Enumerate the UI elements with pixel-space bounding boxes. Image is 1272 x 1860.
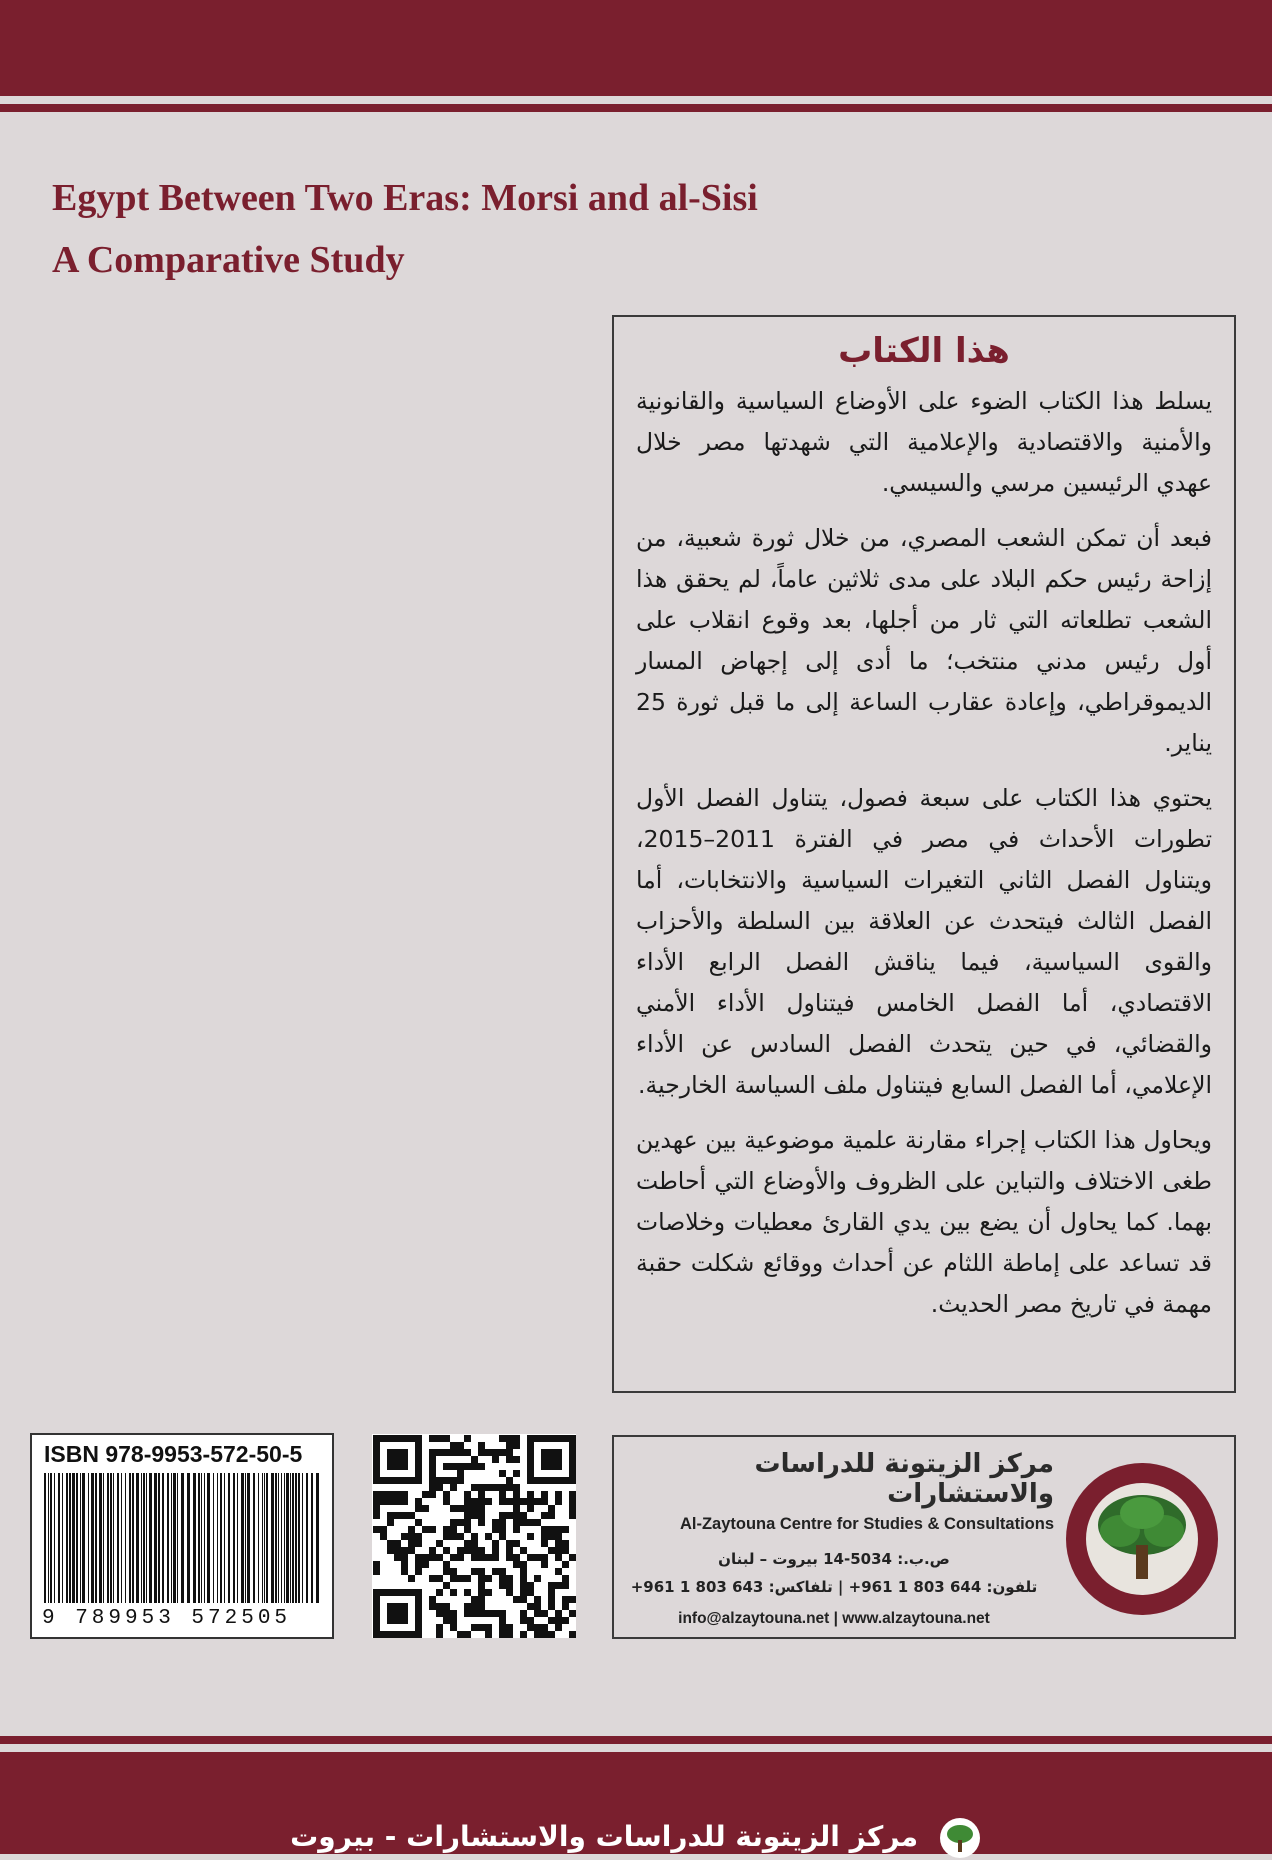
publisher-address: ص.ب.: 5034-14 بيروت – لبنان	[718, 1550, 950, 1568]
barcode-digits: 9 789953 572505	[42, 1607, 292, 1630]
footer-logo-icon	[938, 1816, 982, 1860]
top-color-band	[0, 0, 1272, 96]
about-paragraph: ويحاول هذا الكتاب إجراء مقارنة علمية موضوعية بين عهدين طغى الاختلاف والتباين على الظروف والأوضاع التي أحاطت بهما. كما يحاول أن يضع بين يدي القارئ معطيات وخلاصات قد تساعد على إماطة اللثام عن أحداث ووقائع شكلت حقبة مهمة في تاريخ مصر الحديث.	[636, 1126, 1212, 1318]
about-book-box	[612, 315, 1236, 1393]
isbn-label: ISBN 978-9953-572-50-5	[44, 1441, 303, 1467]
zaytouna-logo-icon	[1062, 1459, 1222, 1619]
publisher-name-arabic: مركز الزيتونة للدراسات والاستشارات	[754, 1449, 1054, 1509]
publisher-name-english: Al-Zaytouna Centre for Studies & Consultations	[679, 1515, 1054, 1533]
bottom-divider-line	[0, 1736, 1272, 1744]
about-paragraph: يسلط هذا الكتاب الضوء على الأوضاع السياسية والقانونية والأمنية والاقتصادية والإعلامية التي شهدتها مصر خلال عهدي الرئيسين مرسي والسيسي.	[636, 387, 1212, 497]
publisher-web: info@alzaytouna.net | www.alzaytouna.net	[678, 1610, 990, 1627]
top-divider-line	[0, 104, 1272, 112]
about-paragraph: يحتوي هذا الكتاب على سبعة فصول، يتناول الفصل الأول تطورات الأحداث في مصر في الفترة 2011–2015، ويتناول الفصل الثاني التغيرات السياسية والانتخابات، أما الفصل الثالث فيتحدث عن العلاقة بين السلطة والأحزاب والقوى السياسية، فيما يناقش الفصل الرابع الأداء الاقتصادي، أما الفصل الخامس فيتناول الأداء الأمني والقضائي، في حين يتحدث الفصل السادس عن الأداء الإعلامي، أما الفصل السابع فيتناول ملف السياسة الخارجية.	[636, 784, 1212, 1099]
about-heading: هذا الكتاب	[838, 331, 1010, 371]
publisher-box	[612, 1435, 1236, 1639]
isbn-barcode	[30, 1433, 334, 1639]
english-title: Egypt Between Two Eras: Morsi and al-Sisi	[52, 177, 758, 219]
english-subtitle: A Comparative Study	[52, 239, 405, 281]
barcode-bars	[42, 1473, 324, 1607]
publisher-phone: تلفون: 644 803 1 961+ | تلفاكس: 643 803 1 961+	[630, 1578, 1038, 1596]
about-paragraph: فبعد أن تمكن الشعب المصري، من خلال ثورة شعبية، من إزاحة رئيس حكم البلاد على مدى ثلاثين عاماً، لم يحقق هذا الشعب تطلعاته التي ثار من أجلها، بعد وقوع انقلاب على أول رئيس مدني منتخب؛ ما أدى إلى إجهاض المسار الديموقراطي، وإعادة عقارب الساعة إلى ما قبل ثورة 25 يناير.	[636, 524, 1212, 757]
footer	[0, 1816, 1272, 1860]
publisher-info	[614, 1445, 1054, 1628]
qr-code	[372, 1434, 576, 1638]
footer-text: مركز الزيتونة للدراسات والاستشارات - بيروت	[290, 1820, 919, 1853]
